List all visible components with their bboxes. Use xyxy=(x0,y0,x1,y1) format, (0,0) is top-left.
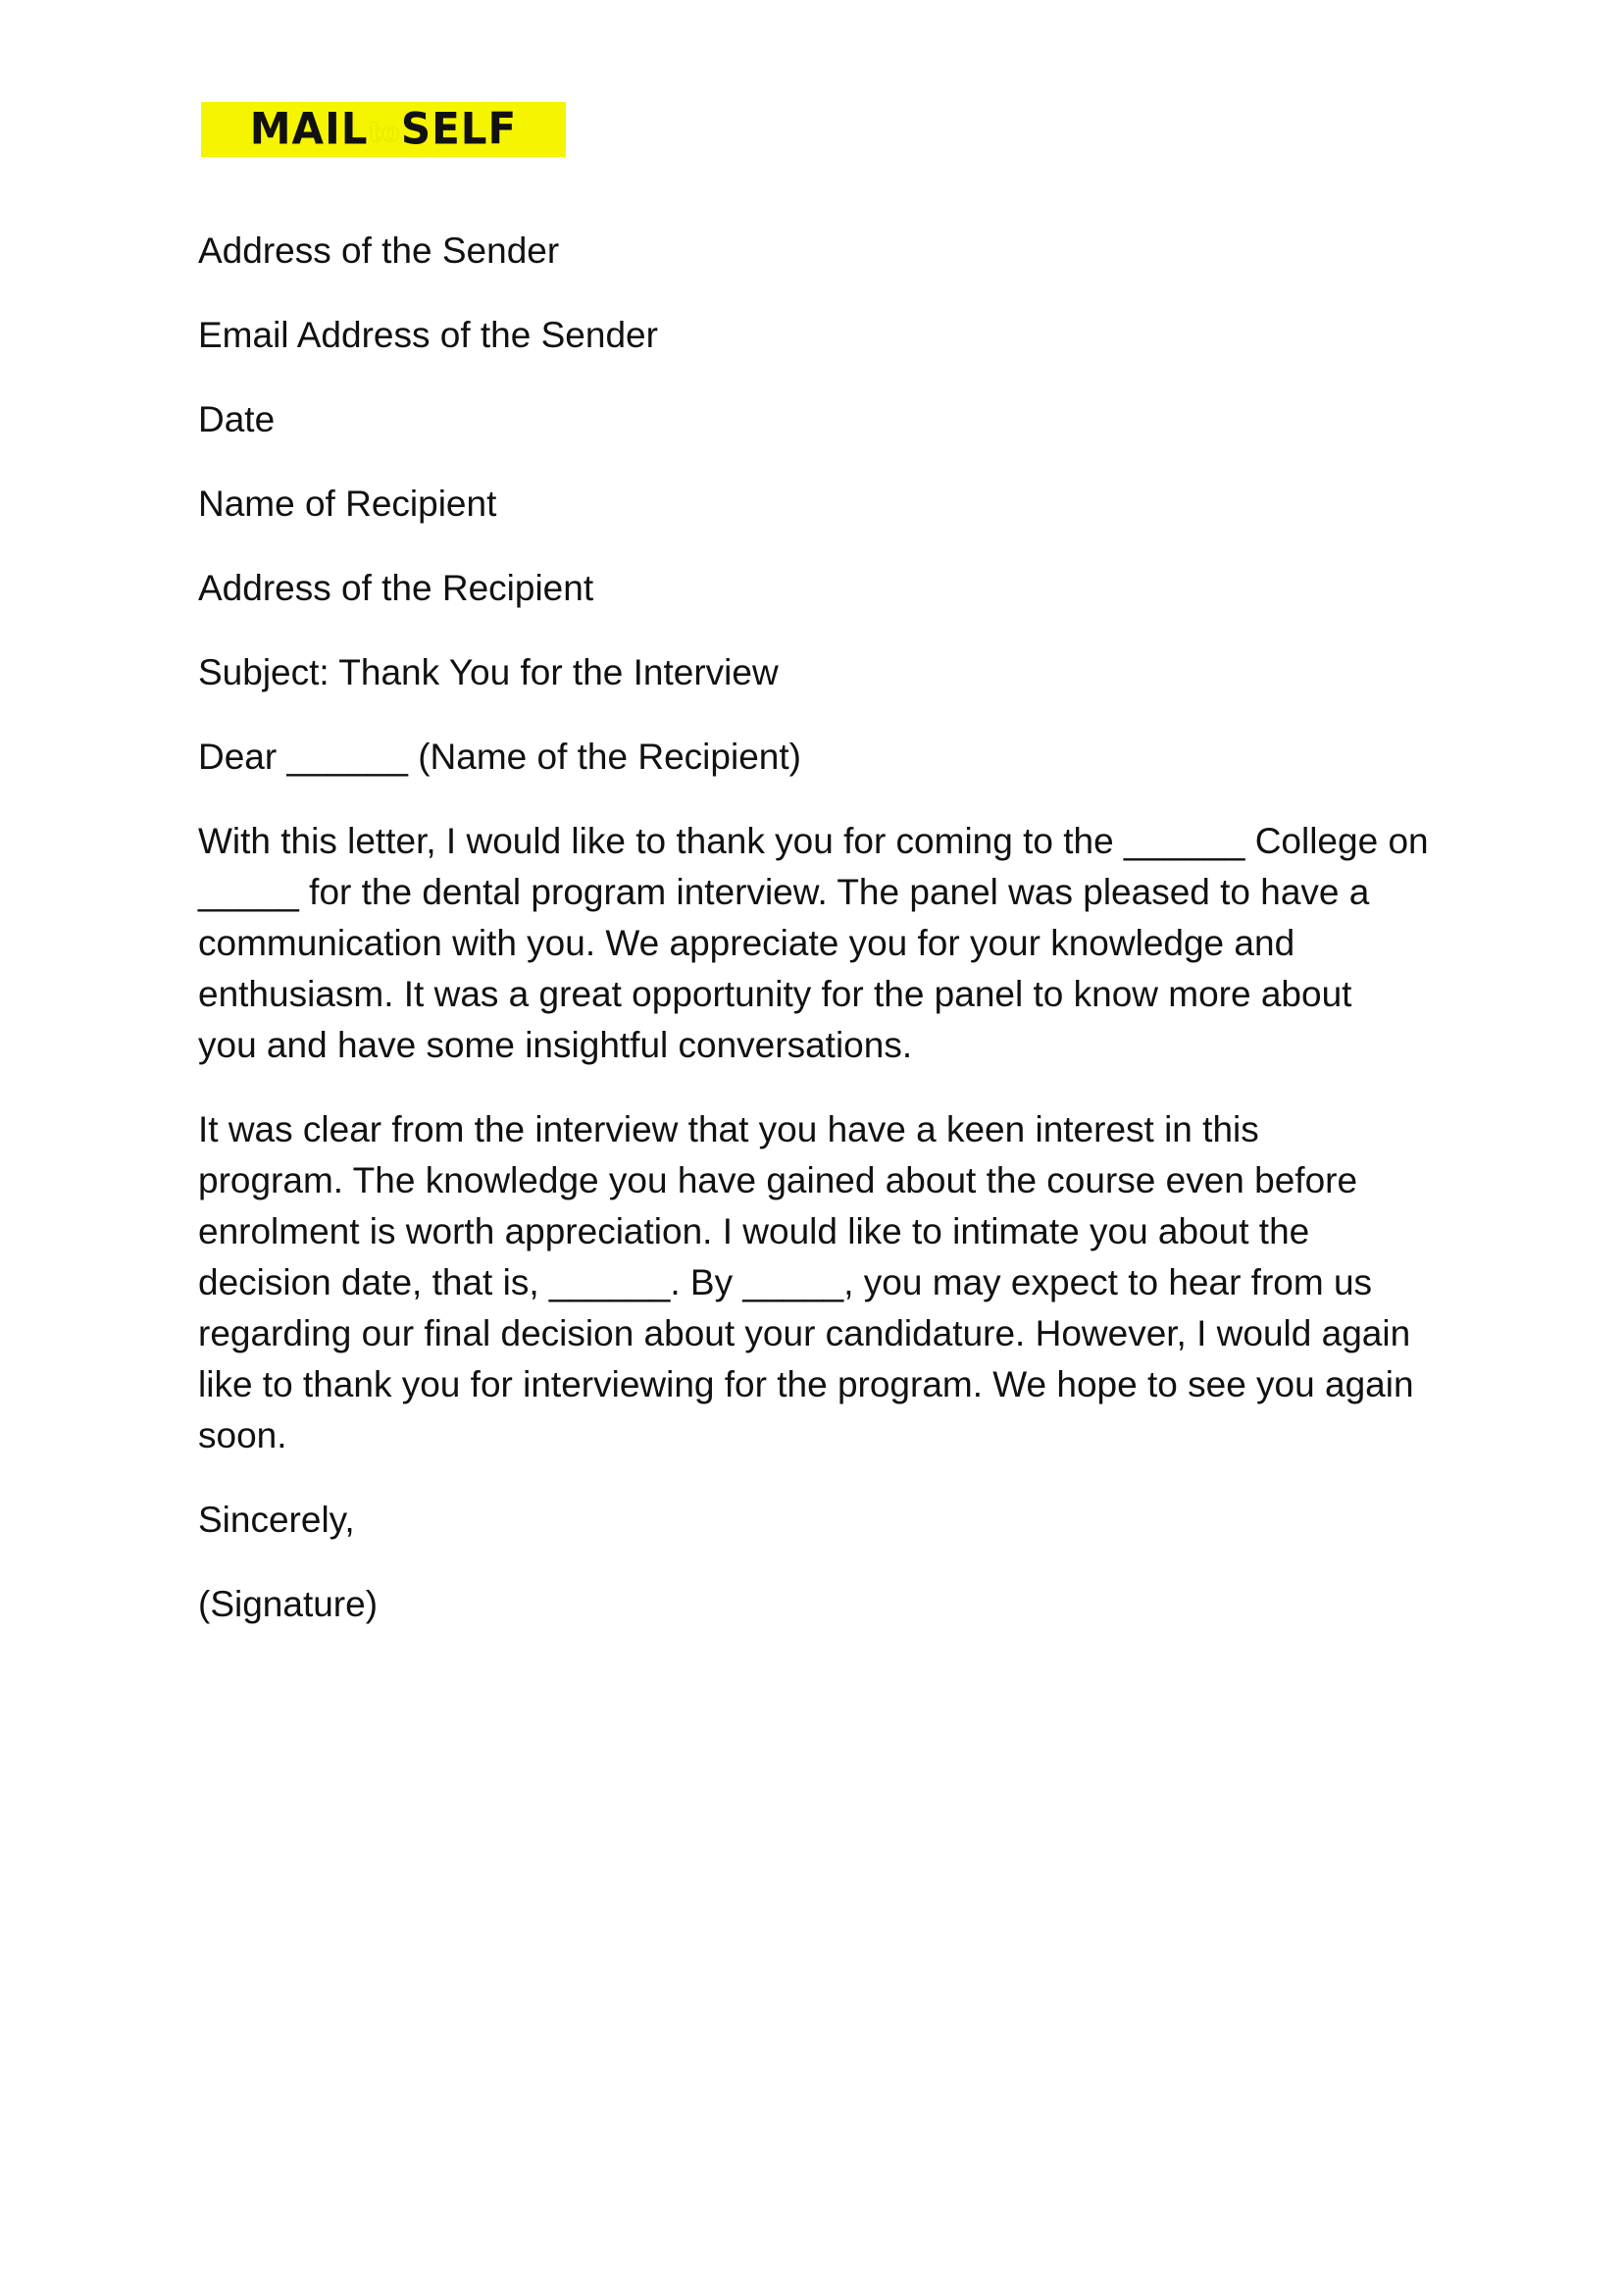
salutation: Dear ______ (Name of the Recipient) xyxy=(198,737,801,777)
body-paragraph-2: It was clear from the interview that you have a keen interest in this program. The knowledge you have gained about the course even before enrolment is worth appreciation. I would like to intimate you about the decision date, that is, ______. By _____, you may expect to hear from us regarding our final decision about your candidature. However, I would again like to thank you for interviewing for the program. We hope to see you again soon. xyxy=(198,1109,1414,1455)
letter-subject: Subject: Thank You for the Interview xyxy=(198,652,779,692)
letter-body xyxy=(198,226,1453,1663)
sender-address: Address of the Sender xyxy=(198,230,560,271)
closing: Sincerely, xyxy=(198,1500,355,1540)
mailtoself-logo xyxy=(201,102,566,157)
logo-text-self: SELF xyxy=(400,103,518,155)
logo-text-to: to xyxy=(369,117,400,148)
logo-text xyxy=(249,103,518,155)
letter-date: Date xyxy=(198,399,276,439)
sender-email: Email Address of the Sender xyxy=(198,315,658,355)
recipient-name: Name of Recipient xyxy=(198,484,497,524)
signature: (Signature) xyxy=(198,1584,379,1624)
recipient-address: Address of the Recipient xyxy=(198,568,594,608)
logo-text-mail: MAIL xyxy=(249,103,369,155)
body-paragraph-1: With this letter, I would like to thank you for coming to the ______ College on _____ for the dental program interview. The panel was pleased to have a communication with you. We appreciate you for your knowledge and enthusiasm. It was a great opportunity for the panel to know more about you and have some insightful conversations. xyxy=(198,821,1429,1065)
